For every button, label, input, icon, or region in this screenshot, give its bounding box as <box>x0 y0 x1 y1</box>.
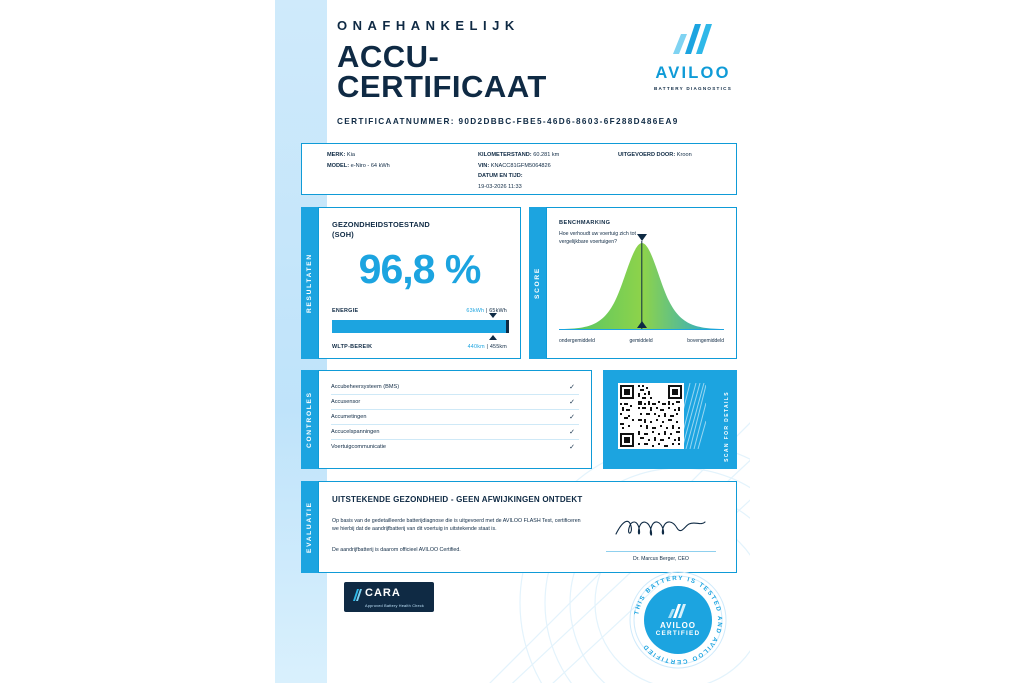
cara-logo-icon <box>350 588 362 607</box>
signature-icon <box>611 516 711 540</box>
control-row-communication <box>331 439 579 454</box>
axis-label-below: ondergemiddeld <box>559 338 595 344</box>
seal-status: CERTIFIED <box>655 630 701 637</box>
vin-value: KNACC81GFM5064826 <box>490 162 551 169</box>
uitgevoerd-label: UITGEVOERD DOOR: <box>618 152 676 158</box>
energy-bar-marker-top <box>489 313 497 318</box>
control-label: Voertuigcommunicatie <box>331 443 387 450</box>
cara-badge <box>344 582 434 612</box>
uitgevoerd-value: Kroon <box>676 152 692 158</box>
section-tab-results: RESULTATEN <box>301 207 318 359</box>
vehicle-col-1 <box>327 150 390 171</box>
energy-total: 65kWh <box>489 308 507 314</box>
control-row-measurements <box>331 409 579 425</box>
merk-value: Kia <box>346 152 355 158</box>
score-section <box>546 207 737 359</box>
energy-bar-remainder <box>506 320 509 333</box>
header-kicker: ONAFHANKELIJK <box>337 18 520 33</box>
section-tab-evaluation: EVALUATIE <box>301 481 318 573</box>
soh-title-line-1: GEZONDHEIDSTOESTAND <box>332 220 430 229</box>
range-label: WLTP-BEREIK <box>332 344 373 350</box>
section-tab-score: SCORE <box>529 207 546 359</box>
certificate-page <box>275 0 750 683</box>
benchmark-marker-bottom <box>637 321 647 328</box>
benchmark-axis <box>559 329 724 330</box>
check-icon: ✓ <box>569 398 575 406</box>
results-section <box>318 207 521 359</box>
seal-mark-icon <box>665 603 691 619</box>
control-row-sensor <box>331 394 579 410</box>
datum-value: 19-03-2026 11:33 <box>478 183 522 190</box>
benchmark-indicator-line <box>641 241 642 329</box>
control-label: Accucelspanningen <box>331 428 380 435</box>
cara-title: CARA <box>365 587 401 599</box>
merk-label: MERK: <box>327 152 346 158</box>
title-line-1: ACCU- <box>337 39 440 74</box>
cara-subtitle: Approved Battery Health Check <box>365 604 424 608</box>
energy-bar <box>332 320 509 333</box>
model-label: MODEL: <box>327 162 350 169</box>
vin-label: VIN: <box>478 162 490 169</box>
qr-stripes-decoration <box>680 383 706 449</box>
benchmark-marker-top <box>637 234 647 241</box>
soh-title <box>332 220 430 240</box>
svg-text:THIS BATTERY IS TESTED AND AVI: THIS BATTERY IS TESTED AND AVILOO CERTIFIED <box>633 574 724 666</box>
benchmark-curve <box>559 237 726 329</box>
check-icon: ✓ <box>569 383 575 391</box>
control-label: Accubeheersysteem (BMS) <box>331 383 400 390</box>
evaluation-title: UITSTEKENDE GEZONDHEID - GEEN AFWIJKINGEN ONTDEKT <box>332 495 583 504</box>
control-label: Accumetingen <box>331 413 367 420</box>
seal-brand: AVILOO <box>659 621 697 630</box>
certificate-number-label: CERTIFICAATNUMMER: <box>337 117 455 126</box>
vehicle-fields <box>318 143 737 195</box>
evaluation-paragraph-1: Op basis van de gedetailleerde batterijdiagnose die is uitgevoerd met de AVILOO FLASH Test, certificeren we hierbij dat de aandrijfbatterij van dit voertuig in uitstekende staat is. <box>332 518 581 533</box>
kilometerstand-label: KILOMETERSTAND: <box>478 152 532 158</box>
certified-seal <box>628 570 728 670</box>
evaluation-section <box>318 481 737 573</box>
datum-label: DATUM EN TIJD: <box>478 173 523 179</box>
energy-current: 63kWh <box>466 308 485 314</box>
vehicle-col-2 <box>478 150 559 192</box>
controls-section <box>318 370 592 469</box>
benchmark-axis-labels <box>559 338 724 344</box>
benchmark-title: BENCHMARKING <box>559 220 611 226</box>
aviloo-mark-icon <box>647 22 739 61</box>
range-separator: | <box>486 344 489 350</box>
signature-name: Dr. Marcus Berger, CEO <box>606 551 716 562</box>
energy-label: ENERGIE <box>332 308 359 314</box>
seal-inner <box>644 586 712 654</box>
qr-caption: SCAN FOR DETAILS <box>724 391 730 462</box>
qr-section[interactable] <box>603 370 737 469</box>
vehicle-col-3 <box>618 150 692 161</box>
title-line-2: CERTIFICAAT <box>337 69 547 104</box>
axis-label-above: bovengemiddeld <box>687 338 724 344</box>
aviloo-tagline: BATTERY DIAGNOSTICS <box>653 86 733 91</box>
aviloo-wordmark: AVILOO <box>655 64 731 82</box>
benchmark-text: Hoe verhoudt uw voertuig zich tot vergelijkbare voertuigen? <box>559 231 636 246</box>
control-row-bms <box>331 379 579 395</box>
model-value: e-Niro - 64 kWh <box>350 162 390 169</box>
energy-value <box>466 308 507 314</box>
range-value <box>468 344 507 350</box>
control-label: Accusensor <box>331 398 361 405</box>
kilometerstand-value: 60.281 km <box>533 152 560 158</box>
qr-code-image[interactable] <box>618 383 684 449</box>
certificate-number <box>337 117 737 126</box>
range-total: 455km <box>489 344 507 350</box>
soh-title-line-2: (SOH) <box>332 230 354 239</box>
aviloo-logo <box>647 22 739 91</box>
signature-block <box>606 516 716 562</box>
soh-value: 96,8 % <box>358 246 481 292</box>
certificate-number-value: 90D2DBBC-FBE5-46D6-8603-6F288D486EA9 <box>458 117 679 126</box>
check-icon: ✓ <box>569 443 575 451</box>
section-tab-controls: CONTROLES <box>301 370 318 469</box>
evaluation-paragraph-2: De aandrijfbatterij is daarom officieel AVILOO Certified. <box>332 547 461 553</box>
control-row-cellvoltage <box>331 424 579 440</box>
range-current: 440km <box>467 344 485 350</box>
axis-label-average: gemiddeld <box>629 338 653 344</box>
energy-separator: | <box>485 308 488 314</box>
check-icon: ✓ <box>569 413 575 421</box>
energy-bar-marker-bottom <box>489 335 497 340</box>
check-icon: ✓ <box>569 428 575 436</box>
